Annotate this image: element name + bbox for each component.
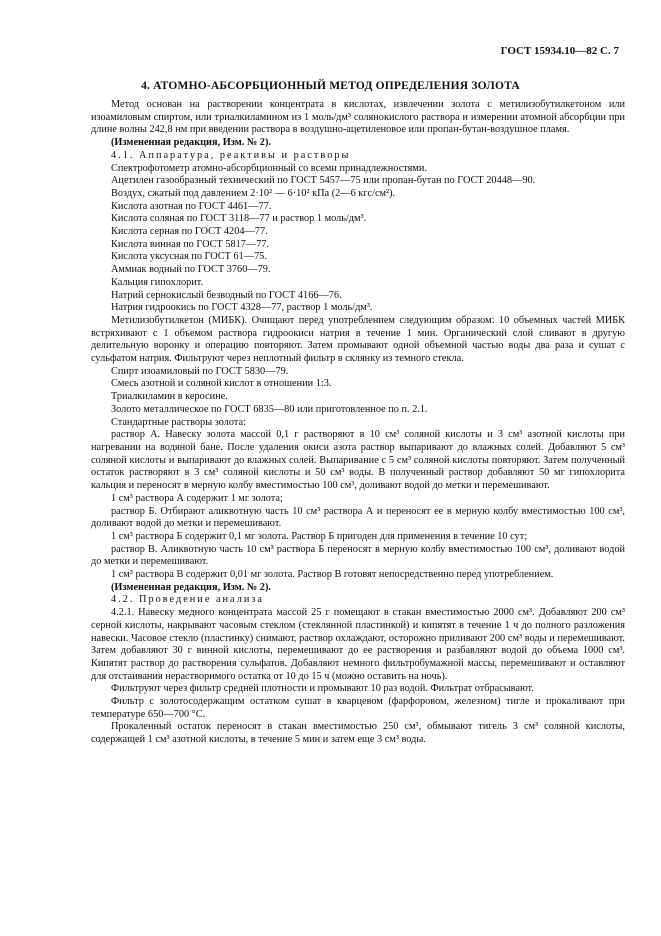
paragraph: Метод основан на растворении концентрата в кислотах, извлечении золота с метилизобутилкетоном или изоамиловым спиртом, или триалкиламином из 1 моль/дм³ солянокислого раствора и измерении атомной абсорбции при длине волны 242,8 нм при введении раствора в воздушно-ацетиленовое или пропан-бутан-воздушное пламя. <box>91 99 625 136</box>
paragraph: Кислота уксусная по ГОСТ 61—75. <box>111 251 267 263</box>
paragraph: Ацетилен газообразный технический по ГОСТ 5457—75 или пропан-бутан по ГОСТ 20448—90. <box>111 175 536 187</box>
paragraph: раствор В. Аликвотную часть 10 см³ раствора Б переносят в мерную колбу вместимостью 100 см³, доливают водой до метки и перемешивают. <box>91 543 625 568</box>
paragraph: Триалкиламин в керосине. <box>111 391 228 403</box>
paragraph: Аммиак водный по ГОСТ 3760—79. <box>111 264 271 276</box>
document-body <box>91 99 625 747</box>
paragraph: 4.1. Аппаратура, реактивы и растворы <box>111 149 351 161</box>
paragraph: (Измененная редакция, Изм. № 2). <box>111 137 271 149</box>
section-title: 4. АТОМНО-АБСОРБЦИОННЫЙ МЕТОД ОПРЕДЕЛЕНИЯ ЗОЛОТА <box>141 80 520 92</box>
paragraph: Смесь азотной и соляной кислот в отношении 1:3. <box>111 378 332 390</box>
paragraph: Кислота серная по ГОСТ 4204—77. <box>111 226 268 238</box>
paragraph: Спирт изоамиловый по ГОСТ 5830—79. <box>111 365 289 377</box>
paragraph: Фильтруют через фильтр средней плотности и промывают 10 раз водой. Фильтрат отбрасывают. <box>111 683 534 695</box>
paragraph: Метилизобутилкетон (МИБК). Очищают перед употреблением следующим образом: 10 объемных частей МИБК встряхивают с 1 объемом раствора гидроокиси натрия в течение 1 мин. Органический слой сливают в другую делительную воронку и операцию повторяют. Затем промывают одной объемной частью воды два раза и сушат с сульфатом натрия. Фильтруют через неплотный фильтр в склянку из темного стекла. <box>91 314 625 365</box>
paragraph: (Измененная редакция, Изм. № 2). <box>111 581 271 593</box>
paragraph: Стандартные растворы золота: <box>111 416 246 428</box>
paragraph: Натрия гидроокись по ГОСТ 4328—77, раствор 1 моль/дм³. <box>111 302 373 314</box>
paragraph: Воздух, сжатый под давлением 2·10² — 6·10² кПа (2—6 кгс/см²). <box>111 187 396 199</box>
paragraph: Кальция гипохлорит. <box>111 276 204 288</box>
paragraph: раствор Б. Отбирают аликвотную часть 10 см³ раствора А и переносят ее в мерную колбу вместимостью 100 см³, доливают водой до метки и перемешивают. <box>91 505 625 530</box>
paragraph: Кислота азотная по ГОСТ 4461—77. <box>111 200 272 212</box>
paragraph: 4.2. Проведение анализа <box>111 594 264 606</box>
paragraph: 1 см³ раствора А содержит 1 мг золота; <box>111 492 283 504</box>
paragraph: Кислота соляная по ГОСТ 3118—77 и раствор 1 моль/дм³. <box>111 213 367 225</box>
paragraph: раствор А. Навеску золота массой 0,1 г растворяют в 10 см³ соляной кислоты и 3 см³ азотной кислоты при нагревании на водяной бане. После удаления окиси азота раствор выпаривают до влажных солей. Добавляют 5 см³ соляной кислоты и выпаривают до влажных солей. Выпаривание с 5 см³ соляной кислоты повторяют. Затем полученный остаток растворяют в 3 см³ соляной кислоты и 50 см³ воды. В полученный раствор добавляют 50 мг гипохлорита кальция и переносят в мерную колбу вместимостью 100 см³, доливают водой до метки и перемешивают. <box>91 429 625 492</box>
paragraph: Кислота винная по ГОСТ 5817—77. <box>111 238 270 250</box>
page-header: ГОСТ 15934.10—82 С. 7 <box>500 45 619 57</box>
paragraph: 1 см³ раствора В содержит 0,01 мг золота. Раствор В готовят непосредственно перед употреблением. <box>111 569 554 581</box>
paragraph: Золото металлическое по ГОСТ 6835—80 или приготовленное по п. 2.1. <box>111 403 428 415</box>
paragraph: Спектрофотометр атомно-абсорбционный со всеми принадлежностями. <box>111 162 427 174</box>
paragraph: 4.2.1. Навеску медного концентрата массой 25 г помещают в стакан вместимостью 2000 см³. Добавляют 200 см³ серной кислоты, накрывают часовым стеклом (стеклянной пластинкой) и кипятят в течение 1 ч до полного разложения навески. Часовое стекло (пластинку) снимают, раствор охлаждают, осторожно приливают 200 см³ воды и перемешивают. Затем добавляют 30 г винной кислоты, перемешивают до ее растворения и разбавляют водой до объема 1000 см³. Кипятят раствор до растворения сульфатов. Добавляют немного фильтробумажной массы, перемешивают и оставляют для отстаивания нерастворимого остатка от 10 до 15 ч (можно оставить на ночь). <box>91 607 625 682</box>
paragraph: Натрий сернокислый безводный по ГОСТ 4166—76. <box>111 289 342 301</box>
paragraph: Прокаленный остаток переносят в стакан вместимостью 250 см³, обмывают тигель 3 см³ соляной кислоты, содержащей 1 см³ азотной кислоты, в течение 5 мин и затем еще 3 см³ воды. <box>91 721 625 746</box>
paragraph: 1 см³ раствора Б содержит 0,1 мг золота. Раствор Б пригоден для применения в течение 10 сут; <box>111 530 528 542</box>
paragraph: Фильтр с золотосодержащим остатком сушат в кварцевом (фарфоровом, железном) тигле и прокаливают при температуре 650—700 °С. <box>91 696 625 720</box>
